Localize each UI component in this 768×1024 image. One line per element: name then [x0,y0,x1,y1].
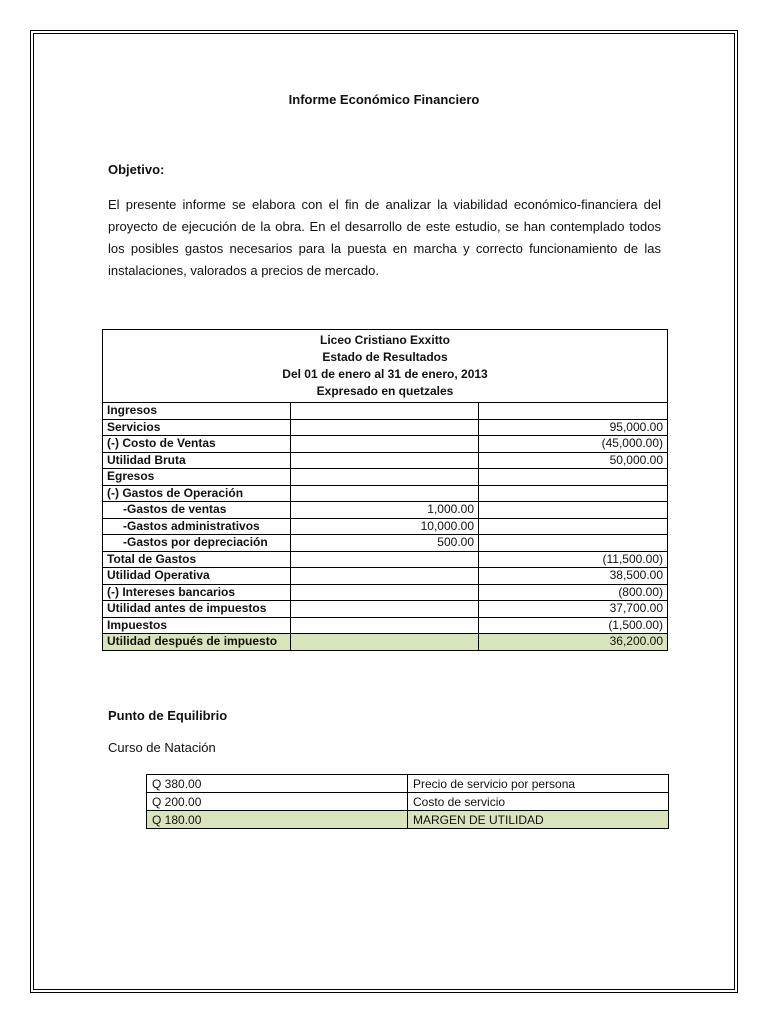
break-even-heading: Punto de Equilibrio [108,708,228,723]
table-row [103,568,668,585]
row-col2: 37,700.00 [479,601,668,618]
be-amount: Q 380.00 [147,775,408,793]
row-col1 [291,485,479,502]
row-label: Utilidad Bruta [103,452,291,469]
row-col1 [291,551,479,568]
statement-period: Del 01 de enero al 31 de enero, 2013 [282,367,488,381]
row-label: -Gastos administrativos [103,518,291,535]
row-label: Total de Gastos [103,551,291,568]
row-label: Servicios [103,419,291,436]
row-col2 [479,518,668,535]
row-label: -Gastos por depreciación [103,535,291,552]
row-col2 [479,535,668,552]
row-col2 [479,502,668,519]
statement-header-row [103,330,668,403]
row-col2 [479,485,668,502]
row-col1: 500.00 [291,535,479,552]
row-col2: (45,000.00) [479,436,668,453]
table-row [103,502,668,519]
row-col1 [291,452,479,469]
row-col1 [291,634,479,651]
row-label: (-) Intereses bancarios [103,584,291,601]
statement-name: Estado de Resultados [322,350,448,364]
row-label: Ingresos [103,403,291,420]
be-amount: Q 200.00 [147,793,408,811]
row-col1 [291,601,479,618]
row-col1 [291,419,479,436]
row-label: Utilidad antes de impuestos [103,601,291,618]
table-row [103,617,668,634]
table-row [103,469,668,486]
break-even-subheading: Curso de Natación [108,740,216,755]
be-amount: Q 180.00 [147,811,408,829]
document-title: Informe Económico Financiero [288,92,480,107]
statement-header [103,330,668,403]
row-label: Egresos [103,469,291,486]
row-col1 [291,469,479,486]
table-row [103,485,668,502]
table-row [103,403,668,420]
table-row [103,419,668,436]
table-row [103,551,668,568]
break-even-table [146,774,669,829]
be-description: MARGEN DE UTILIDAD [408,811,669,829]
table-row [147,775,669,793]
table-row [103,452,668,469]
row-col2 [479,469,668,486]
row-label: (-) Gastos de Operación [103,485,291,502]
be-description: Costo de servicio [408,793,669,811]
margin-row [147,811,669,829]
row-col2: (1,500.00) [479,617,668,634]
row-col2: 36,200.00 [479,634,668,651]
net-income-row [103,634,668,651]
row-label: (-) Costo de Ventas [103,436,291,453]
row-col2: (800.00) [479,584,668,601]
row-label: -Gastos de ventas [103,502,291,519]
row-col1 [291,584,479,601]
be-description: Precio de servicio por persona [408,775,669,793]
row-label: Utilidad después de impuesto [103,634,291,651]
row-label: Utilidad Operativa [103,568,291,585]
income-statement-table [102,329,668,651]
objective-heading: Objetivo: [108,162,165,177]
row-col2: 50,000.00 [479,452,668,469]
row-col1 [291,617,479,634]
table-row [103,518,668,535]
row-col1 [291,436,479,453]
table-row [103,436,668,453]
table-row [147,793,669,811]
table-row [103,535,668,552]
row-col1: 10,000.00 [291,518,479,535]
row-col2: (11,500.00) [479,551,668,568]
statement-company: Liceo Cristiano Exxitto [319,333,451,347]
table-row [103,601,668,618]
row-col2 [479,403,668,420]
table-row [103,584,668,601]
objective-paragraph: El presente informe se elabora con el fin de analizar la viabilidad económico-financiera del proyecto de ejecución de la obra. En el desarrollo de este estudio, se han contemplado todos los posibles gastos necesarios para la puesta en marcha y correcto funcionamiento de las instalaciones, valorados a precios de mercado. [108,197,661,278]
row-col1: 1,000.00 [291,502,479,519]
row-col1 [291,403,479,420]
statement-currency: Expresado en quetzales [316,384,454,398]
row-col1 [291,568,479,585]
row-col2: 38,500.00 [479,568,668,585]
row-col2: 95,000.00 [479,419,668,436]
row-label: Impuestos [103,617,291,634]
